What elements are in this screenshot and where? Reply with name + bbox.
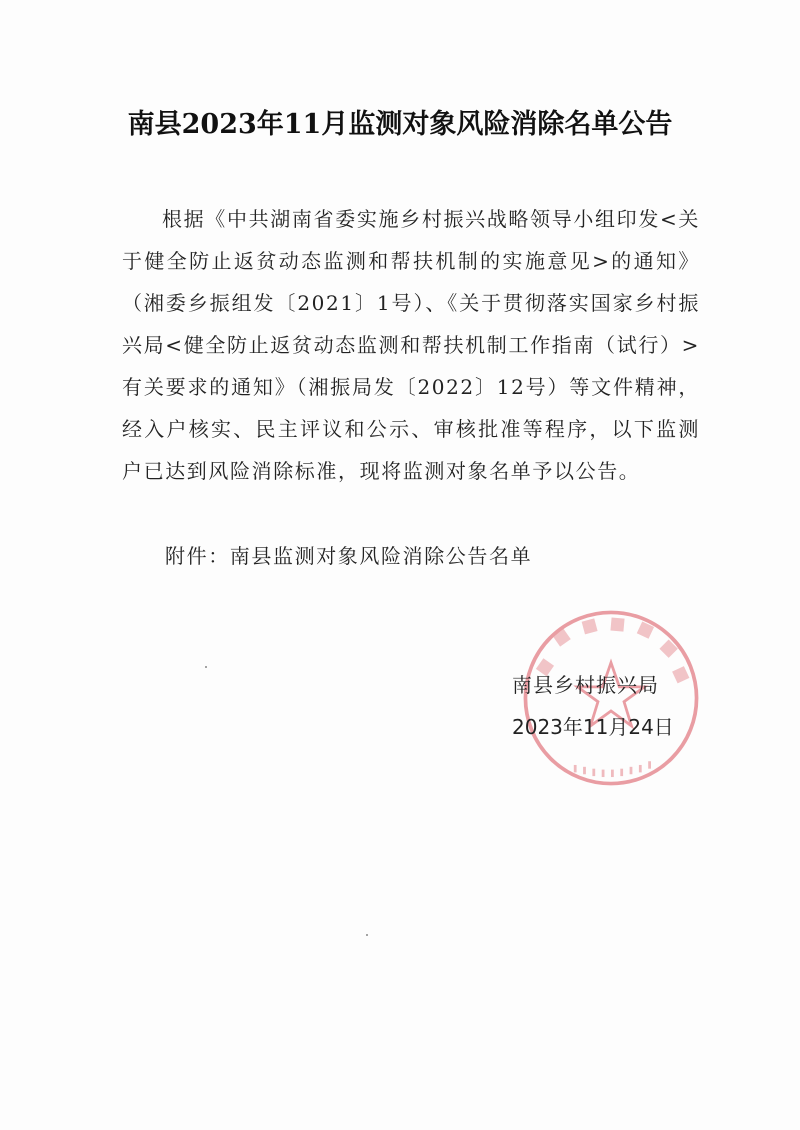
body-paragraph: 根据《中共湖南省委实施乡村振兴战略领导小组印发<关于健全防止返贫动态监测和帮扶机制的实施意见>的通知》（湘委乡振组发〔2021〕1号）、《关于贯彻落实国家乡村振兴局<健全防止返贫动态监测和帮扶机制工作指南（试行）>有关要求的通知》（湘振局发〔2022〕12号）等文件精神，经入户核实、民主评议和公示、审核批准等程序，以下监测户已达到风险消除标准，现将监测对象名单予以公告。 bbox=[122, 207, 700, 483]
document-title: 南县2023年11月监测对象风险消除名单公告 bbox=[127, 109, 673, 140]
attachment-line: 附件：南县监测对象风险消除公告名单 bbox=[165, 544, 533, 568]
scan-speck bbox=[366, 934, 368, 936]
signature-date: 2023年11月24日 bbox=[512, 715, 674, 739]
signature-organization: 南县乡村振兴局 bbox=[512, 673, 659, 697]
scan-speck bbox=[205, 666, 207, 668]
